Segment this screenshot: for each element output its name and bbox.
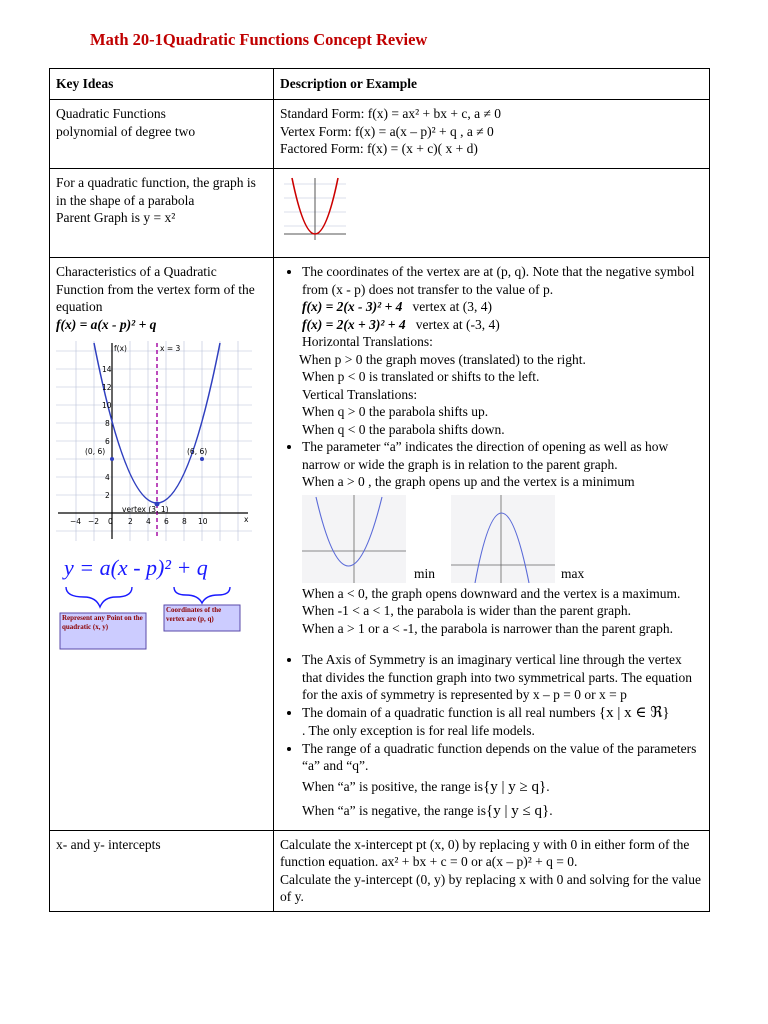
a-wider-text: When -1 < a < 1, the parabola is wider than the parent graph. xyxy=(302,603,631,618)
range-negative-text: When “a” is negative, the range is xyxy=(302,803,487,818)
parent-parabola-graph xyxy=(280,174,350,242)
example-1 xyxy=(302,298,703,316)
x-tick-2: 2 xyxy=(128,517,133,526)
standard-form: Standard Form: f(x) = ax² + bx + c, a ≠ 0 xyxy=(280,106,502,121)
row2-left-text: For a quadratic function, the graph is in the shape of a parabola xyxy=(56,175,256,208)
a-negative-text: When a < 0, the graph opens downward and the vertex is a maximum. xyxy=(302,585,681,601)
min-graph xyxy=(302,495,406,583)
brace-left xyxy=(66,587,132,607)
bullet-vertex-text: • The coordinates of the vertex are at (p, q). Note that the negative symbol from (x - p) does not transfer to the value of p. xyxy=(302,264,695,297)
vertex-form: Vertex Form: f(x) = a(x – p)² + q , a ≠ 0 xyxy=(280,123,494,139)
x-tick-0: 0 xyxy=(108,517,113,526)
x-tick-neg4: −4 xyxy=(70,517,82,526)
row4-left: x- and y- intercepts xyxy=(50,830,274,911)
graph-x-label: x xyxy=(244,515,249,524)
page-title: Math 20-1Quadratic Functions Concept Review xyxy=(90,30,428,49)
row-quadratic-functions xyxy=(50,100,710,169)
vertex-form-graph xyxy=(56,341,252,541)
y-tick-4: 4 xyxy=(105,473,110,482)
row1-left xyxy=(50,100,274,169)
bullet-parameter-a-text: • The parameter “a” indicates the direction of opening as well as how narrow or wide the graph is in relation to the parent graph. xyxy=(302,439,669,472)
range-negative-set: {y | y ≤ q} xyxy=(486,803,550,819)
horizontal-1: When p > 0 the graph moves (translated) to the right. xyxy=(299,351,586,367)
graph-y-label: f(x) xyxy=(114,344,127,353)
point-box-text: Represent any Point on the quadratic (x, y) xyxy=(62,614,143,631)
row3-left-text: Characteristics of a Quadratic Function from the vertex form of the equation xyxy=(56,264,255,314)
graph-axis-label: x = 3 xyxy=(160,344,181,353)
point-right xyxy=(200,457,204,461)
characteristics-list xyxy=(280,263,703,821)
range-positive-text: When “a” is positive, the range is xyxy=(302,778,484,794)
horizontal-2: When p < 0 is translated or shifts to the left. xyxy=(302,369,540,384)
bullet-parameter-a xyxy=(302,438,703,651)
range-positive-set: {y | y ≥ q} xyxy=(483,778,547,795)
row-parent-graph xyxy=(50,169,710,258)
example-1-eq: f(x) = 2(x - 3)² + 4 xyxy=(302,299,403,314)
y-tick-10: 10 xyxy=(102,401,112,410)
domain-exception: . The only exception is for real life models. xyxy=(302,723,535,738)
vertex-label: vertex (3, 1) xyxy=(122,505,169,514)
vertical-title: Vertical Translations: xyxy=(302,386,418,402)
min-label: min xyxy=(414,566,436,581)
row-intercepts xyxy=(50,830,710,911)
a-narrower-text: When a > 1 or a < -1, the parabola is narrower than the parent graph. xyxy=(302,620,673,636)
vertex-box-text: Coordinates of the vertex are (p, q) xyxy=(166,606,222,623)
x-intercept-text: Calculate the x-intercept pt (x, 0) by replacing y with 0 in either form of the function equation. ax² + bx + c = 0 or a(x – p)² + q = 0. xyxy=(280,836,690,869)
y-tick-2: 2 xyxy=(105,491,110,500)
vertex-form-annotation xyxy=(56,553,252,653)
example-2-eq: f(x) = 2(x + 3)² + 4 xyxy=(302,316,406,332)
point-left xyxy=(110,457,114,461)
max-graph xyxy=(451,495,555,583)
domain-text: The domain of a quadratic function is all real numbers xyxy=(302,704,596,720)
range-text: • The range of a quadratic function depends on the value of the parameters “a” and “q”. xyxy=(302,740,697,773)
x-tick-8: 8 xyxy=(182,517,187,526)
point-left-label: (0, 6) xyxy=(85,447,106,456)
example-2-vertex: vertex at (-3, 4) xyxy=(415,316,500,332)
horizontal-title: Horizontal Translations: xyxy=(302,334,433,349)
row3-left-equation: f(x) = a(x - p)² + q xyxy=(56,316,157,332)
range-negative xyxy=(302,802,703,821)
row2-left xyxy=(50,169,274,258)
y-tick-12: 12 xyxy=(102,383,112,392)
x-tick-neg2: −2 xyxy=(88,517,100,526)
min-max-graphs xyxy=(302,495,703,583)
factored-form: Factored Form: f(x) = (x + c)( x + d) xyxy=(280,141,478,156)
header-row xyxy=(50,69,710,100)
range-negative-dot: . xyxy=(549,803,553,818)
header-key-ideas: Key Ideas xyxy=(50,69,274,100)
brace-right xyxy=(174,587,230,603)
y-tick-6: 6 xyxy=(105,437,110,446)
range-positive-dot: . xyxy=(546,778,550,794)
bullet-domain xyxy=(302,704,703,740)
bullet-axis-symmetry xyxy=(302,651,703,704)
bullet-range xyxy=(302,740,703,821)
bullet-vertex xyxy=(299,263,703,438)
row3-left xyxy=(50,258,274,831)
example-1-vertex: vertex at (3, 4) xyxy=(412,299,492,314)
a-positive-text: When a > 0 , the graph opens up and the vertex is a minimum xyxy=(302,474,635,489)
vertex-form-big: y = a(x - p)² + q xyxy=(64,555,208,580)
axis-symmetry-text: • The Axis of Symmetry is an imaginary vertical line through the vertex that divides the function graph into two symmetrical parts. The equation for the axis of symmetry is represented by x – p = 0 or x = p xyxy=(302,652,693,702)
parent-graph-label: Parent Graph is y = x² xyxy=(56,210,176,225)
range-positive xyxy=(302,778,703,797)
x-tick-4: 4 xyxy=(146,517,151,526)
point-right-label: (6, 6) xyxy=(187,447,208,456)
domain-line xyxy=(302,704,703,723)
row3-right xyxy=(274,258,710,831)
y-tick-14: 14 xyxy=(102,365,112,374)
row-vertex-form xyxy=(50,258,710,831)
x-tick-10: 10 xyxy=(198,517,208,526)
row4-right xyxy=(274,830,710,911)
concept-table xyxy=(49,68,710,912)
row2-right xyxy=(274,169,710,258)
header-description: Description or Example xyxy=(274,69,710,100)
x-tick-6: 6 xyxy=(164,517,169,526)
example-2 xyxy=(302,316,703,334)
max-label: max xyxy=(561,566,585,581)
y-intercept-text: Calculate the y-intercept (0, y) by replacing x with 0 and solving for the value of y. xyxy=(280,871,701,904)
y-tick-8: 8 xyxy=(105,419,110,428)
row1-right xyxy=(274,100,710,169)
domain-set: {x | x ∈ ℜ} xyxy=(598,704,670,721)
vertical-1: When q > 0 the parabola shifts up. xyxy=(302,404,489,419)
row1-left-line2: polynomial of degree two xyxy=(56,123,196,139)
row1-left-line1: Quadratic Functions xyxy=(56,106,166,121)
vertical-2: When q < 0 the parabola shifts down. xyxy=(302,421,505,437)
